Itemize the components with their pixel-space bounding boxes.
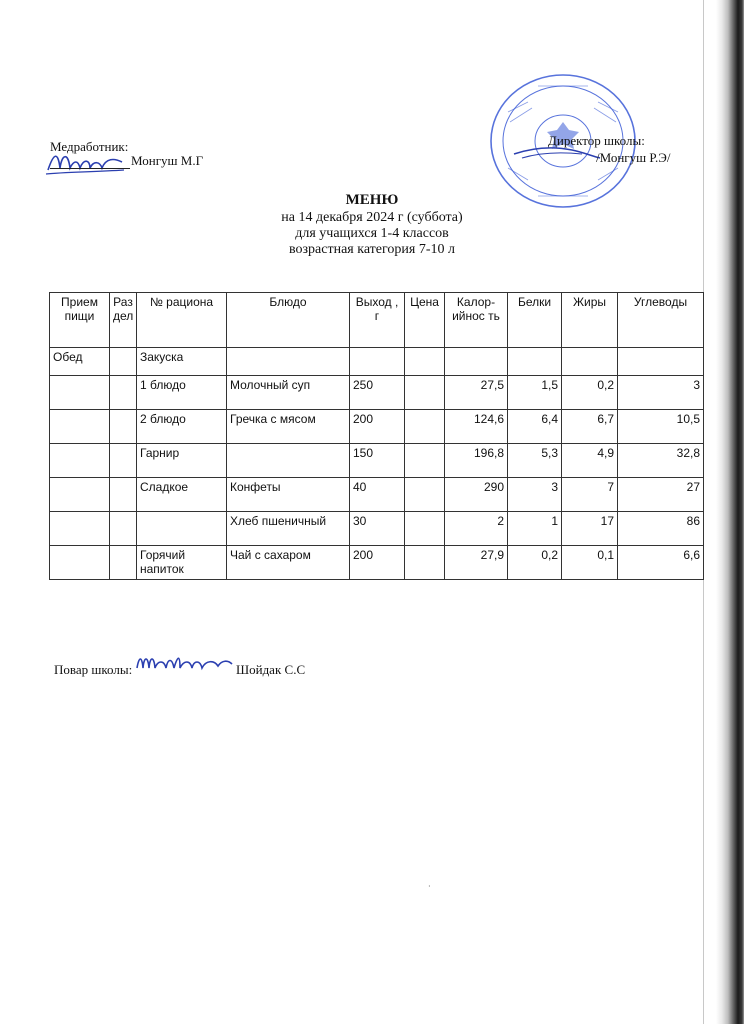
cell-dish: Гречка с мясом [227, 410, 350, 444]
cell-ration: Сладкое [137, 478, 227, 512]
cell-price [405, 376, 445, 410]
table-row [50, 348, 704, 376]
cell-yield [350, 348, 405, 376]
cell-carbs [618, 348, 704, 376]
cell-meal [50, 376, 110, 410]
cell-section [110, 410, 137, 444]
cell-ration: Горячий напиток [137, 546, 227, 580]
director-label: Директор школы: [548, 133, 645, 148]
menu-table [49, 292, 704, 580]
cell-carbs: 3 [618, 376, 704, 410]
cell-price [405, 444, 445, 478]
header-yield: Выход , г [350, 293, 405, 348]
table-row [50, 478, 704, 512]
cell-calories [445, 348, 508, 376]
cook-label: Повар школы: [54, 662, 133, 677]
cell-meal: Обед [50, 348, 110, 376]
table-row [50, 410, 704, 444]
cell-section [110, 348, 137, 376]
cell-calories: 290 [445, 478, 508, 512]
cell-fat: 17 [562, 512, 618, 546]
header-protein: Белки [508, 293, 562, 348]
cell-meal [50, 444, 110, 478]
cell-protein: 6,4 [508, 410, 562, 444]
table-row [50, 512, 704, 546]
header-calories: Калор- ийнос ть [445, 293, 508, 348]
cell-protein: 0,2 [508, 546, 562, 580]
cell-meal [50, 478, 110, 512]
cell-dish: Чай с сахаром [227, 546, 350, 580]
cell-ration: 1 блюдо [137, 376, 227, 410]
cell-dish: Конфеты [227, 478, 350, 512]
cell-dish [227, 348, 350, 376]
cell-meal [50, 410, 110, 444]
cell-yield: 40 [350, 478, 405, 512]
cell-carbs: 10,5 [618, 410, 704, 444]
cell-ration [137, 512, 227, 546]
cell-ration: Закуска [137, 348, 227, 376]
cell-protein: 5,3 [508, 444, 562, 478]
header-meal: Прием пищи [50, 293, 110, 348]
header-price: Цена [405, 293, 445, 348]
cell-carbs: 27 [618, 478, 704, 512]
header-carbs: Углеводы [618, 293, 704, 348]
cell-ration: Гарнир [137, 444, 227, 478]
cell-price [405, 512, 445, 546]
cell-yield: 250 [350, 376, 405, 410]
menu-age-category: возрастная категория 7-10 л [289, 242, 455, 257]
header-section: Раз дел [110, 293, 137, 348]
cell-price [405, 410, 445, 444]
menu-date: на 14 декабря 2024 г (суббота) [281, 210, 463, 225]
cook-signature-icon [134, 650, 234, 678]
cell-ration: 2 блюдо [137, 410, 227, 444]
cell-calories: 27,9 [445, 546, 508, 580]
cell-fat: 7 [562, 478, 618, 512]
cell-calories: 124,6 [445, 410, 508, 444]
cell-price [405, 348, 445, 376]
cell-section [110, 546, 137, 580]
header-dish: Блюдо [227, 293, 350, 348]
cook-name: Шойдак С.С [236, 662, 306, 677]
cell-protein: 1 [508, 512, 562, 546]
cell-carbs: 86 [618, 512, 704, 546]
cell-fat: 0,2 [562, 376, 618, 410]
medic-name: Монгуш М.Г [131, 153, 204, 168]
cell-yield: 200 [350, 546, 405, 580]
cell-yield: 30 [350, 512, 405, 546]
cell-section [110, 444, 137, 478]
cell-calories: 2 [445, 512, 508, 546]
director-name: /Монгуш Р.Э/ [596, 150, 671, 165]
table-row [50, 444, 704, 478]
menu-title: МЕНЮ [345, 192, 399, 208]
menu-audience: для учащихся 1-4 классов [295, 226, 449, 241]
scan-edge-shadow [716, 0, 744, 1024]
cell-protein: 1,5 [508, 376, 562, 410]
cell-section [110, 376, 137, 410]
cell-section [110, 478, 137, 512]
cell-calories: 27,5 [445, 376, 508, 410]
cell-meal [50, 546, 110, 580]
cell-yield: 200 [350, 410, 405, 444]
cell-carbs: 32,8 [618, 444, 704, 478]
cell-dish: Хлеб пшеничный [227, 512, 350, 546]
cell-section [110, 512, 137, 546]
cell-fat: 0,1 [562, 546, 618, 580]
cell-protein [508, 348, 562, 376]
cell-dish [227, 444, 350, 478]
cell-protein: 3 [508, 478, 562, 512]
cell-price [405, 546, 445, 580]
medic-label: Медработник: [50, 139, 129, 154]
cell-fat: 6,7 [562, 410, 618, 444]
medic-signature-icon [44, 146, 126, 180]
header-ration-no: № рациона [137, 293, 227, 348]
cell-meal [50, 512, 110, 546]
cell-carbs: 6,6 [618, 546, 704, 580]
cell-calories: 196,8 [445, 444, 508, 478]
table-row [50, 546, 704, 580]
header-fat: Жиры [562, 293, 618, 348]
cell-yield: 150 [350, 444, 405, 478]
table-header-row [50, 293, 704, 348]
cell-fat [562, 348, 618, 376]
scan-speck: · [428, 882, 431, 891]
medic-signature-line [50, 168, 130, 169]
cell-price [405, 478, 445, 512]
table-row [50, 376, 704, 410]
cell-fat: 4,9 [562, 444, 618, 478]
cell-dish: Молочный суп [227, 376, 350, 410]
